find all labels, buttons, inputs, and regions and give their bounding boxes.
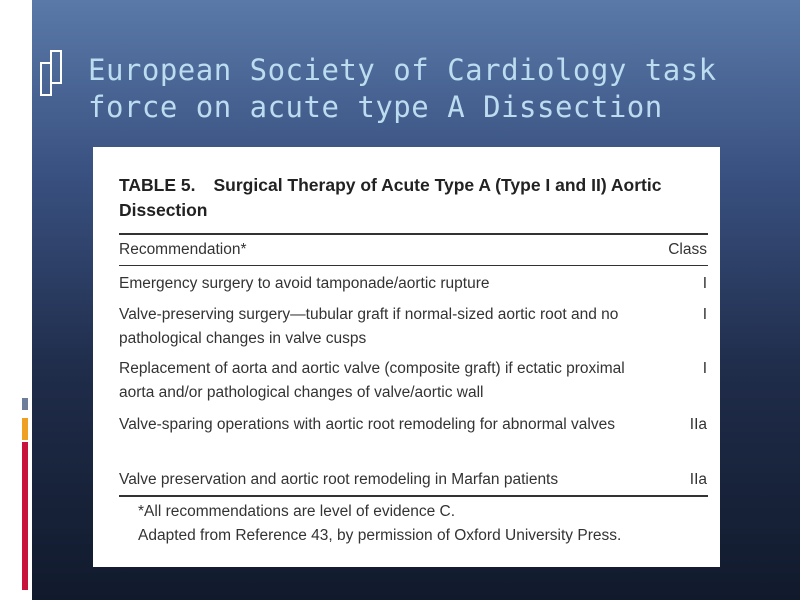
accent-bar-red	[22, 442, 28, 590]
table-title-text: Surgical Therapy of Acute Type A (Type I and II) Aortic Dissection	[119, 175, 662, 220]
row-2-recommendation: Valve-preserving surgery—tubular graft if normal-sized aortic root and no pathological changes in valve cusps	[119, 306, 619, 347]
decorative-frame-2	[40, 62, 52, 96]
table-title	[119, 173, 699, 223]
table-number: TABLE 5.	[119, 175, 196, 195]
footnote-source: Adapted from Reference 43, by permission of Oxford University Press.	[138, 527, 622, 544]
table-top-rule	[119, 233, 708, 235]
row-1-class: I	[702, 275, 707, 292]
header-rule	[119, 265, 708, 266]
header-class: Class	[668, 241, 707, 258]
row-1-recommendation: Emergency surgery to avoid tamponade/aortic rupture	[119, 275, 490, 292]
row-3-class: I	[702, 360, 707, 377]
row-3-recommendation: Replacement of aorta and aortic valve (composite graft) if ectatic proximal aorta and/or pathological changes of valve/aortic wall	[119, 360, 625, 401]
row-4-recommendation: Valve-sparing operations with aortic root remodeling for abnormal valves	[119, 416, 615, 433]
accent-bar-orange	[22, 418, 28, 440]
footnote-evidence: *All recommendations are level of evidence C.	[138, 503, 456, 520]
row-5-class: IIa	[689, 471, 707, 488]
row-5-recommendation: Valve preservation and aortic root remodeling in Marfan patients	[119, 471, 559, 488]
left-accent-strip	[0, 0, 32, 600]
accent-bar-gray	[22, 398, 28, 410]
slide-title: European Society of Cardiology task force on acute type A Dissection	[88, 53, 717, 124]
row-4-class: IIa	[689, 416, 707, 433]
table-image	[93, 147, 720, 567]
table-bottom-rule	[119, 495, 708, 497]
row-2-class: I	[702, 306, 707, 323]
header-recommendation: Recommendation*	[119, 241, 247, 258]
